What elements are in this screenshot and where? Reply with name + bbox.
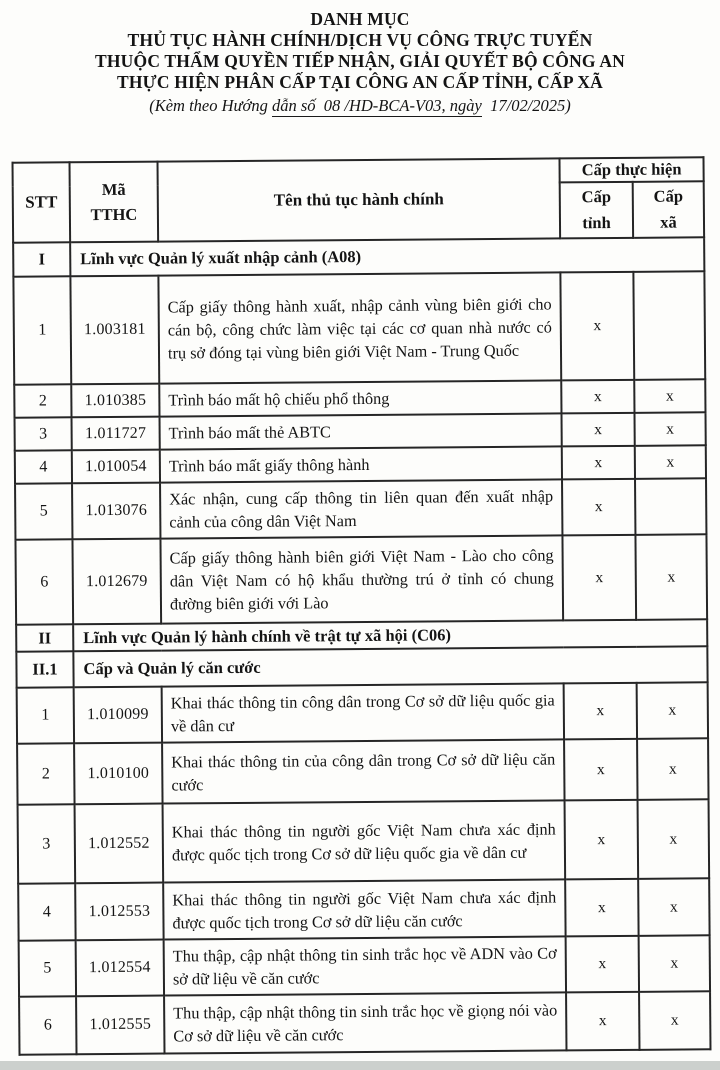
section-row: [16, 646, 707, 687]
ma-tthc-cell: 1.003181: [70, 276, 159, 385]
procedure-row: [17, 738, 708, 804]
procedure-row: [19, 991, 710, 1054]
ten-thu-tuc-cell: Cấp giấy thông hành biên giới Việt Nam - Lào cho công dân Việt Nam có hộ khẩu thường trú ở tỉnh có chung đường biên giới với Lào: [160, 535, 563, 623]
cap-xa-mark-cell: x: [635, 534, 707, 620]
cap-xa-mark-cell: x: [637, 738, 708, 800]
section-number-cell: I: [13, 242, 70, 276]
section-row: [13, 237, 704, 276]
ten-thu-tuc-cell: Cấp giấy thông hành xuất, nhập cảnh vùng biên giới cho cán bộ, công chức làm việc tại các cơ quan nhà nước có trụ sở đóng tại vùng biên giới Việt Nam - Trung Quốc: [158, 272, 561, 383]
header-cap-thuc-hien: Cấp thực hiện: [559, 157, 703, 182]
section-number-cell: II: [16, 624, 73, 651]
cap-tinh-mark-cell: x: [566, 936, 639, 993]
cap-tinh-mark-cell: x: [565, 879, 638, 937]
ma-tthc-cell: 1.010099: [74, 687, 162, 744]
ma-tthc-cell: 1.012555: [76, 996, 164, 1055]
section-title-cell: Cấp và Quản lý căn cước: [73, 646, 707, 687]
header-stt: STT: [13, 162, 71, 242]
procedure-row: [18, 878, 709, 940]
cap-xa-mark-cell: [635, 478, 706, 535]
table-wrapper: [11, 156, 711, 1055]
procedure-row: [13, 271, 705, 384]
cap-tinh-mark-cell: x: [565, 800, 639, 880]
table-header: [13, 157, 705, 242]
cap-xa-mark-cell: x: [638, 799, 710, 879]
subtitle-prefix: (Kèm theo Hướng: [149, 96, 272, 115]
stt-cell: 5: [15, 483, 72, 539]
section-title-cell: Lĩnh vực Quản lý hành chính về trật tự xã hội (C06): [73, 619, 707, 651]
stt-cell: 5: [19, 940, 76, 996]
cap-xa-mark-cell: x: [637, 682, 708, 739]
ma-tthc-cell: 1.010100: [74, 743, 162, 805]
ten-thu-tuc-cell: Trình báo mất giấy thông hành: [160, 446, 562, 482]
ten-thu-tuc-cell: Thu thập, cập nhật thông tin sinh trắc học về ADN vào Cơ sở dữ liệu về căn cước: [164, 936, 566, 995]
subtitle-suffix: 17/02/2025): [481, 96, 571, 115]
section-title-cell: Lĩnh vực Quản lý xuất nhập cảnh (A08): [70, 237, 704, 276]
ten-thu-tuc-cell: Khai thác thông tin của công dân trong Cơ sở dữ liệu căn cước: [162, 739, 564, 803]
ten-thu-tuc-cell: Trình báo mất thẻ ABTC: [160, 413, 562, 449]
cap-tinh-mark-cell: x: [562, 479, 635, 536]
cap-tinh-mark-cell: x: [561, 413, 634, 447]
cap-xa-mark-cell: x: [639, 991, 710, 1050]
stt-cell: 2: [17, 743, 74, 804]
procedure-row: [15, 412, 706, 450]
header-ma-tthc: Mã TTHC: [70, 162, 159, 243]
cap-xa-mark-cell: x: [638, 878, 709, 936]
procedure-row: [17, 682, 708, 743]
procedure-row: [14, 379, 705, 417]
ma-tthc-cell: 1.010054: [72, 450, 160, 484]
cap-xa-mark-cell: x: [634, 412, 705, 446]
ma-tthc-cell: 1.012554: [76, 940, 164, 997]
stt-cell: 1: [17, 687, 74, 743]
ma-tthc-cell: 1.010385: [71, 384, 159, 418]
ten-thu-tuc-cell: Khai thác thông tin người gốc Việt Nam chưa xác định được quốc tịch trong Cơ sở dữ liệu quốc gia về dân cư: [163, 800, 566, 882]
stt-cell: 6: [15, 539, 73, 624]
ma-tthc-cell: 1.012553: [75, 883, 163, 941]
stt-cell: 3: [18, 804, 76, 883]
title-line-2: THỦ TỤC HÀNH CHÍNH/DỊCH VỤ CÔNG TRỰC TUYẾN: [127, 30, 593, 50]
ma-tthc-cell: 1.011727: [72, 417, 160, 451]
title-line-4: THỰC HIỆN PHÂN CẤP TẠI CÔNG AN CẤP TỈNH, CẤP XÃ: [117, 72, 603, 92]
cap-tinh-mark-cell: x: [564, 683, 637, 740]
cap-tinh-mark-cell: x: [562, 446, 635, 480]
cap-xa-mark-cell: x: [635, 445, 706, 479]
cap-xa-mark-cell: x: [634, 379, 705, 413]
stt-cell: 2: [14, 384, 71, 417]
cap-tinh-mark-cell: x: [566, 992, 639, 1051]
scan-edge-strip: [0, 1061, 720, 1070]
cap-xa-mark-cell: x: [639, 935, 710, 992]
cap-tinh-mark-cell: x: [560, 272, 634, 381]
header-ten-thu-tuc: Tên thủ tục hành chính: [158, 158, 561, 241]
title-line-1: DANH MỤC: [310, 9, 410, 29]
ma-tthc-cell: 1.012679: [72, 539, 161, 625]
section-number-cell: II.1: [16, 651, 73, 687]
procedure-row: [18, 799, 710, 883]
cap-tinh-mark-cell: x: [562, 535, 636, 621]
ten-thu-tuc-cell: Xác nhận, cung cấp thông tin liên quan đến xuất nhập cảnh của công dân Việt Nam: [160, 479, 562, 538]
header-cap-xa: Cấp xã: [633, 181, 704, 238]
stt-cell: 1: [13, 276, 71, 384]
ten-thu-tuc-cell: Thu thập, cập nhật thông tin sinh trắc học về giọng nói vào Cơ sở dữ liệu về căn cước: [164, 992, 566, 1053]
document-title-block: [0, 9, 720, 116]
ten-thu-tuc-cell: Khai thác thông tin người gốc Việt Nam chưa xác định được quốc tịch trong Cơ sở dữ liệu căn cước: [163, 879, 565, 939]
ma-tthc-cell: 1.012552: [75, 804, 164, 884]
title-line-3: THUỘC THẨM QUYỀN TIẾP NHẬN, GIẢI QUYẾT BỘ CÔNG AN: [94, 51, 625, 71]
procedure-row: [15, 445, 706, 483]
procedure-row: [15, 534, 707, 624]
procedures-table: [11, 156, 711, 1055]
procedure-row: [19, 935, 710, 996]
cap-xa-mark-cell: [633, 271, 705, 380]
stt-cell: 6: [19, 996, 76, 1054]
document-subtitle: [0, 96, 720, 116]
ma-tthc-cell: 1.013076: [72, 483, 160, 540]
stt-cell: 3: [15, 417, 72, 450]
ten-thu-tuc-cell: Trình báo mất hộ chiếu phổ thông: [159, 380, 561, 416]
stt-cell: 4: [18, 883, 75, 940]
ten-thu-tuc-cell: Khai thác thông tin công dân trong Cơ sở dữ liệu quốc gia về dân cư: [162, 683, 564, 742]
procedure-row: [15, 478, 706, 539]
header-cap-tinh: Cấp tỉnh: [560, 182, 633, 239]
table-body: [13, 237, 710, 1054]
cap-tinh-mark-cell: x: [561, 380, 634, 414]
subtitle-underlined-text: dẫn số 08 /HD-BCA-V03, ngày: [271, 96, 482, 115]
cap-tinh-mark-cell: x: [564, 739, 637, 801]
stt-cell: 4: [15, 450, 72, 483]
